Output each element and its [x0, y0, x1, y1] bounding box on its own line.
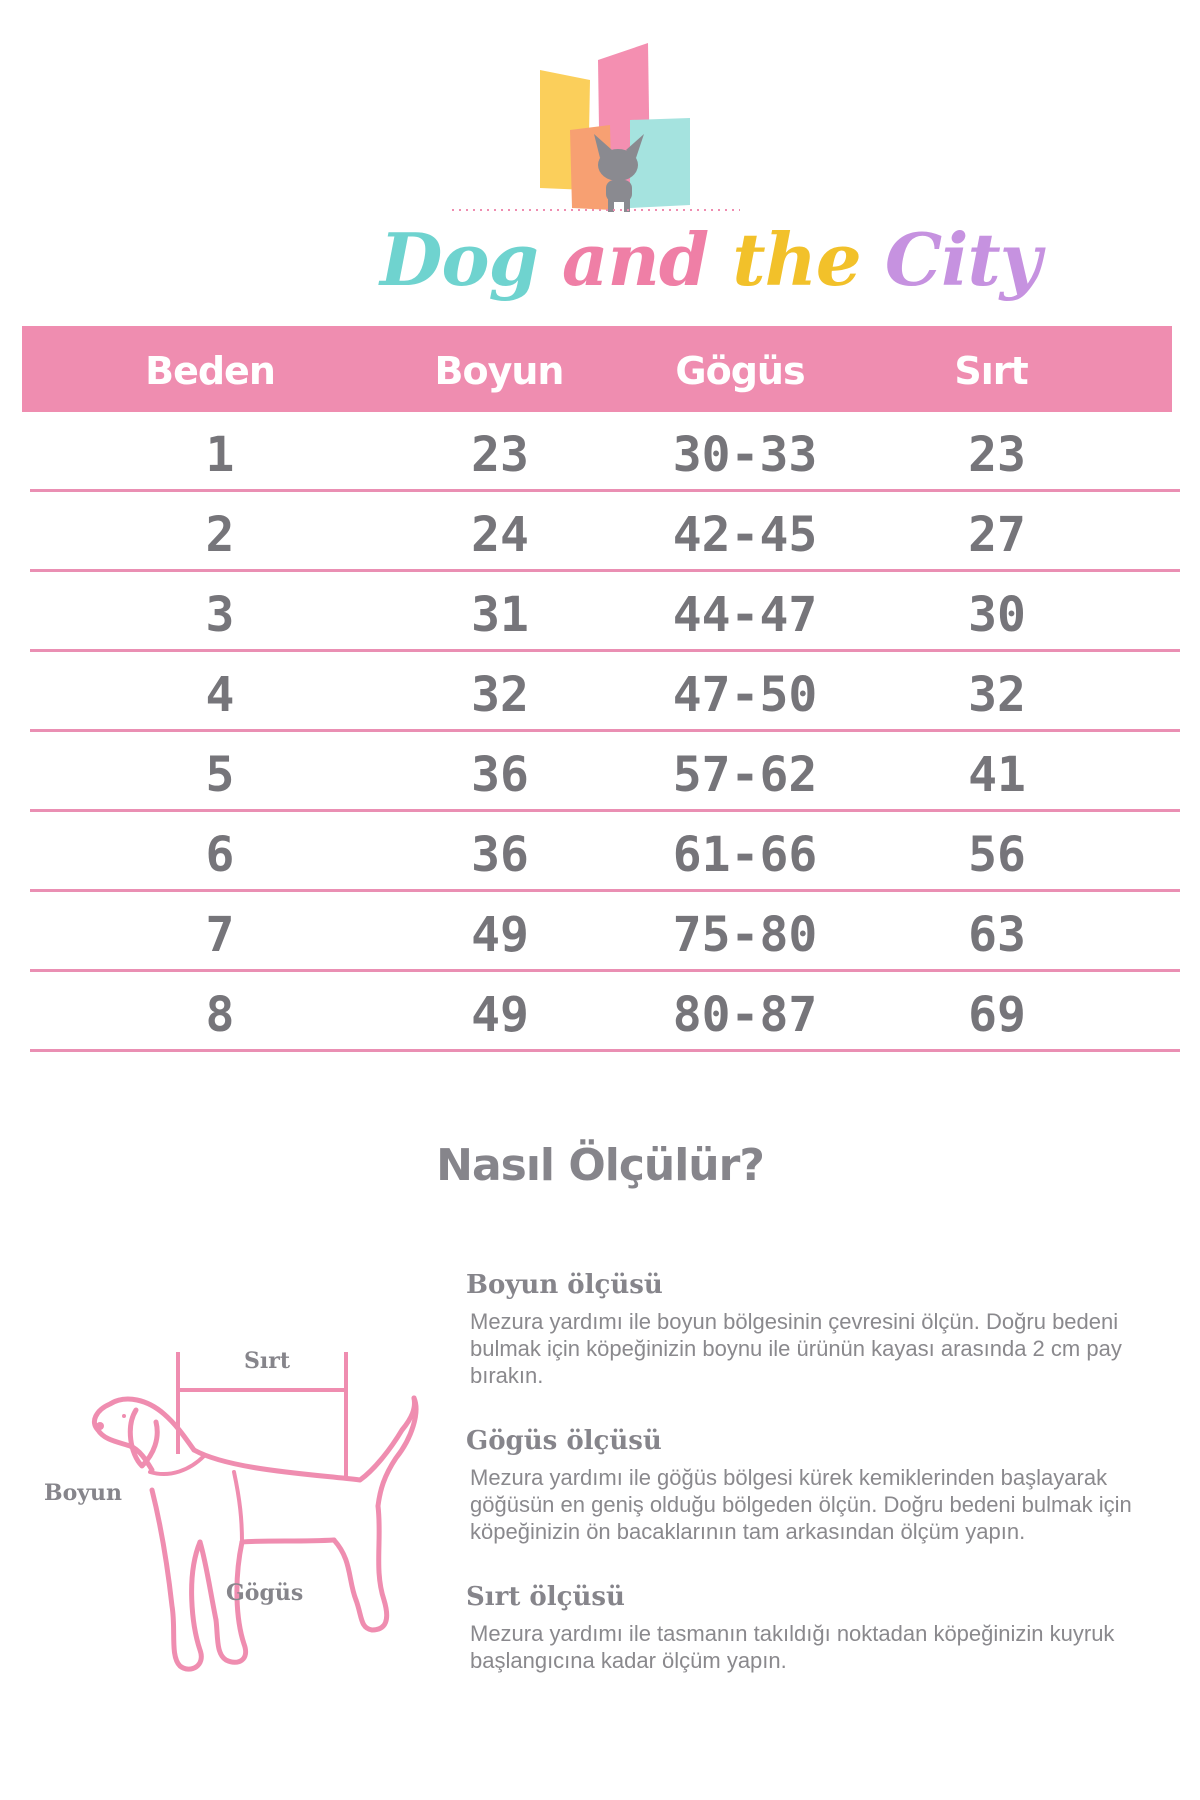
neck-instruction-text: Mezura yardımı ile boyun bölgesinin çevresini ölçün. Doğru bedeni bulmak için köpeğinizin boynu ile ürünün kayası arasında 2 cm pay bırakın.	[470, 1309, 1122, 1388]
dog-outline-icon	[30, 1330, 430, 1700]
cell-neck: 49	[471, 907, 529, 963]
header-back: Sırt	[954, 349, 1028, 393]
figure-label-chest: Gögüs	[226, 1580, 304, 1606]
header-chest: Gögüs	[675, 349, 805, 393]
brand-name	[380, 215, 1041, 305]
cell-size: 2	[205, 507, 235, 563]
cell-neck: 31	[471, 587, 529, 643]
city-buildings-logo-icon	[360, 30, 840, 230]
cell-size: 6	[205, 827, 235, 883]
cell-size: 7	[205, 907, 235, 963]
cell-neck: 32	[471, 667, 529, 723]
cell-back: 69	[968, 987, 1026, 1043]
back-instruction	[466, 1582, 1166, 1674]
cell-chest: 30-33	[672, 427, 818, 483]
brand-word-city: City	[884, 217, 1041, 302]
dog-measurement-figure	[30, 1330, 430, 1700]
chest-instruction	[466, 1426, 1166, 1545]
back-instruction-title: Sırt ölçüsü	[466, 1582, 625, 1612]
chest-instruction-title: Gögüs ölçüsü	[466, 1426, 662, 1456]
brand-logo	[360, 30, 1041, 302]
cell-chest: 80-87	[672, 987, 818, 1043]
brand-word-the: the	[732, 217, 861, 302]
table-row	[30, 892, 1180, 972]
cell-back: 32	[968, 667, 1026, 723]
table-row	[30, 492, 1180, 572]
table-header	[22, 326, 1172, 412]
back-instruction-text: Mezura yardımı ile tasmanın takıldığı noktadan köpeğinizin kuyruk başlangıcına kadar ölçüm yapın.	[470, 1621, 1115, 1673]
brand-word-and: and	[561, 217, 709, 302]
cell-neck: 36	[471, 747, 529, 803]
cell-neck: 49	[471, 987, 529, 1043]
table-row	[30, 972, 1180, 1052]
table-row	[30, 812, 1180, 892]
cell-size: 1	[205, 427, 235, 483]
header-neck: Boyun	[434, 349, 564, 393]
brand-word-dog: Dog	[380, 217, 538, 302]
figure-label-back: Sırt	[244, 1348, 290, 1374]
chest-instruction-text: Mezura yardımı ile göğüs bölgesi kürek kemiklerinden başlayarak göğüsün en geniş olduğu bölgeden ölçün. Doğru bedeni bulmak için köpeğinizin ön bacaklarının tam arkasından ölçüm yapın.	[470, 1465, 1132, 1544]
cell-back: 41	[968, 747, 1026, 803]
cell-neck: 23	[471, 427, 529, 483]
cell-back: 63	[968, 907, 1026, 963]
header-size: Beden	[145, 349, 275, 393]
cell-back: 27	[968, 507, 1026, 563]
cell-back: 23	[968, 427, 1026, 483]
table-row	[30, 572, 1180, 652]
cell-chest: 57-62	[672, 747, 818, 803]
table-row	[30, 732, 1180, 812]
cell-size: 3	[205, 587, 235, 643]
cell-back: 30	[968, 587, 1026, 643]
cell-size: 5	[205, 747, 235, 803]
cell-chest: 44-47	[672, 587, 818, 643]
table-row	[30, 412, 1180, 492]
cell-neck: 24	[471, 507, 529, 563]
cell-size: 8	[205, 987, 235, 1043]
neck-instruction-title: Boyun ölçüsü	[466, 1270, 663, 1300]
table-row	[30, 652, 1180, 732]
cell-size: 4	[205, 667, 235, 723]
cell-neck: 36	[471, 827, 529, 883]
table-body	[30, 412, 1180, 1052]
cell-chest: 42-45	[672, 507, 818, 563]
neck-instruction	[466, 1270, 1166, 1389]
cell-chest: 47-50	[672, 667, 818, 723]
cell-chest: 75-80	[672, 907, 818, 963]
cell-chest: 61-66	[672, 827, 818, 883]
cell-back: 56	[968, 827, 1026, 883]
figure-label-neck: Boyun	[44, 1480, 123, 1506]
how-to-measure-title: Nasıl Ölçülür?	[436, 1140, 764, 1191]
